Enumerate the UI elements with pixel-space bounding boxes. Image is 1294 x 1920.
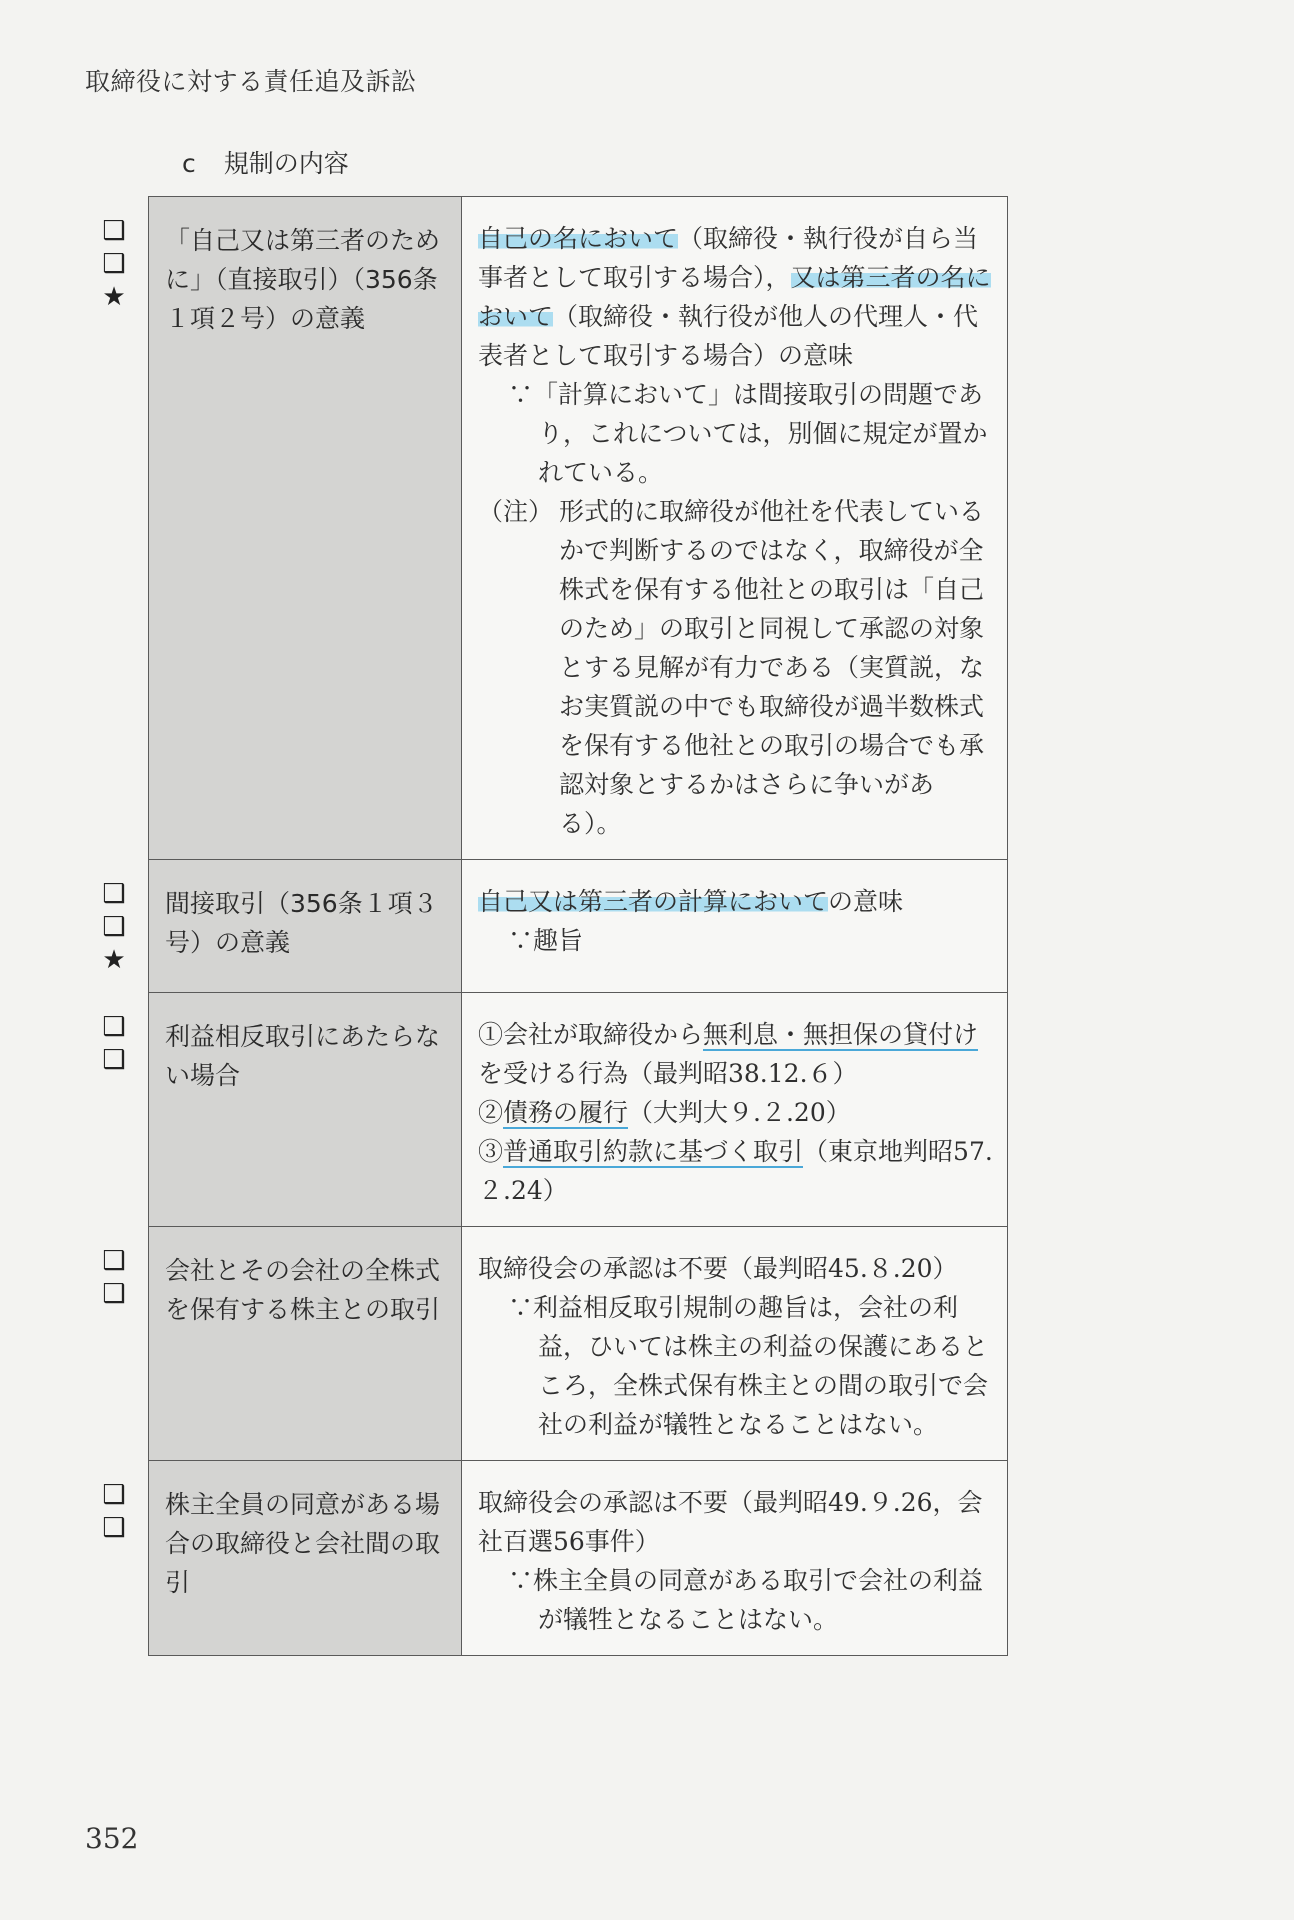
- review-checks: [99, 1245, 129, 1311]
- checkbox-icon[interactable]: ❑: [102, 912, 126, 942]
- underlined-text: 普通取引約款に基づく取引: [503, 1137, 804, 1166]
- checkbox-icon[interactable]: ❑: [102, 1513, 126, 1543]
- reason-text: ∵株主全員の同意がある取引で会社の利益が犠牲となることはない。: [508, 1566, 984, 1634]
- review-checks: [99, 215, 129, 314]
- checkbox-icon[interactable]: ❑: [102, 1045, 126, 1075]
- main-text: 取締役会の承認は不要（最判昭49.９.26，会社百選56事件）: [478, 1488, 983, 1556]
- checkbox-icon[interactable]: ❑: [102, 1480, 126, 1510]
- item-prefix: ③: [478, 1137, 504, 1166]
- star-icon: ★: [102, 282, 126, 312]
- review-checks: [99, 878, 129, 977]
- reason-text: ∵「計算において」は間接取引の問題であり，これについては，別個に規定が置かれている。: [508, 380, 988, 487]
- list-item: [478, 1015, 993, 1093]
- review-checks: [99, 1011, 129, 1077]
- highlight-text: 自己の名において: [478, 224, 679, 253]
- item-suffix: （大判大９.２.20）: [628, 1098, 851, 1127]
- section-mark: c: [182, 149, 196, 178]
- note-text: 形式的に取締役が他社を代表しているかで判断するのではなく，取締役が全株式を保有する他社との取引は「自己のため」の取引と同視して承認の対象とする見解が有力である（実質説，なお実質説の中でも取締役が過半数株式を保有する他社との取引の場合でも承認対象とするかはさらに争いがある）。: [559, 497, 985, 838]
- table-row: [149, 860, 1008, 993]
- page-header: 取締役に対する責任追及訴訟: [85, 67, 417, 96]
- main-text-part: （取締役・執行役が自ら当事者として取引する場合），: [478, 224, 979, 292]
- table-row: [149, 1227, 1008, 1461]
- review-checks: [99, 1479, 129, 1545]
- item-suffix: （東京地判昭57.２.24）: [478, 1137, 993, 1205]
- checkbox-icon[interactable]: ❑: [102, 1012, 126, 1042]
- underlined-text: 無利息・無担保の貸付け: [703, 1020, 979, 1049]
- description-cell: [462, 197, 1008, 860]
- main-text: 取締役会の承認は不要（最判昭45.８.20）: [478, 1254, 958, 1283]
- topic-cell: [102, 1461, 462, 1656]
- description-cell: [462, 860, 1008, 993]
- main-text-part: （取締役・執行役が他人の代理人・代表者として取引する場合）の意味: [478, 302, 979, 370]
- item-prefix: ①会社が取締役から: [478, 1020, 704, 1049]
- topic-text: 「自己又は第三者のために」（直接取引）（356条１項２号）の意義: [165, 226, 441, 333]
- checkbox-icon[interactable]: ❑: [102, 879, 126, 909]
- note-label: （注）: [478, 497, 554, 526]
- topic-text: 間接取引（356条１項３号）の意義: [165, 889, 438, 957]
- list-item: [478, 1093, 993, 1132]
- description-cell: [462, 1461, 1008, 1656]
- item-suffix: を受ける行為（最判昭38.12.６）: [478, 1059, 858, 1088]
- topic-text: 利益相反取引にあたらない場合: [165, 1022, 441, 1090]
- topic-text: 会社とその会社の全株式を保有する株主との取引: [165, 1256, 441, 1324]
- checkbox-icon[interactable]: ❑: [102, 249, 126, 279]
- checkbox-icon[interactable]: ❑: [102, 1246, 126, 1276]
- topic-cell: [102, 993, 462, 1227]
- description-cell: [462, 1227, 1008, 1461]
- main-text: [478, 219, 993, 375]
- underlined-text: 債務の履行: [503, 1098, 629, 1127]
- table-row: [149, 1461, 1008, 1656]
- highlight-text: 自己又は第三者の計算において: [478, 887, 829, 916]
- main-text: [478, 882, 993, 921]
- item-prefix: ②: [478, 1098, 504, 1127]
- table-row: [149, 993, 1008, 1227]
- page-number: 352: [85, 1822, 139, 1855]
- section-heading: [182, 144, 349, 180]
- table-row: [149, 197, 1008, 860]
- topic-cell: [102, 860, 462, 993]
- reason-text: ∵利益相反取引規制の趣旨は，会社の利益，ひいては株主の利益の保護にあるところ，全株式保有株主との間の取引で会社の利益が犠牲となることはない。: [508, 1293, 989, 1439]
- highlight-text: 又は第三者の名において: [478, 263, 991, 331]
- star-icon: ★: [102, 945, 126, 975]
- main-text-part: の意味: [828, 887, 904, 916]
- list-item: [478, 1132, 993, 1210]
- description-cell: [462, 993, 1008, 1227]
- topic-cell: [102, 197, 462, 860]
- section-title: 規制の内容: [223, 149, 349, 178]
- note: [478, 492, 993, 843]
- topic-text: 株主全員の同意がある場合の取締役と会社間の取引: [165, 1490, 441, 1597]
- topic-cell: [102, 1227, 462, 1461]
- checkbox-icon[interactable]: ❑: [102, 1279, 126, 1309]
- rules-table: [102, 196, 1008, 1656]
- checkbox-icon[interactable]: ❑: [102, 216, 126, 246]
- reason-text: ∵趣旨: [508, 926, 584, 955]
